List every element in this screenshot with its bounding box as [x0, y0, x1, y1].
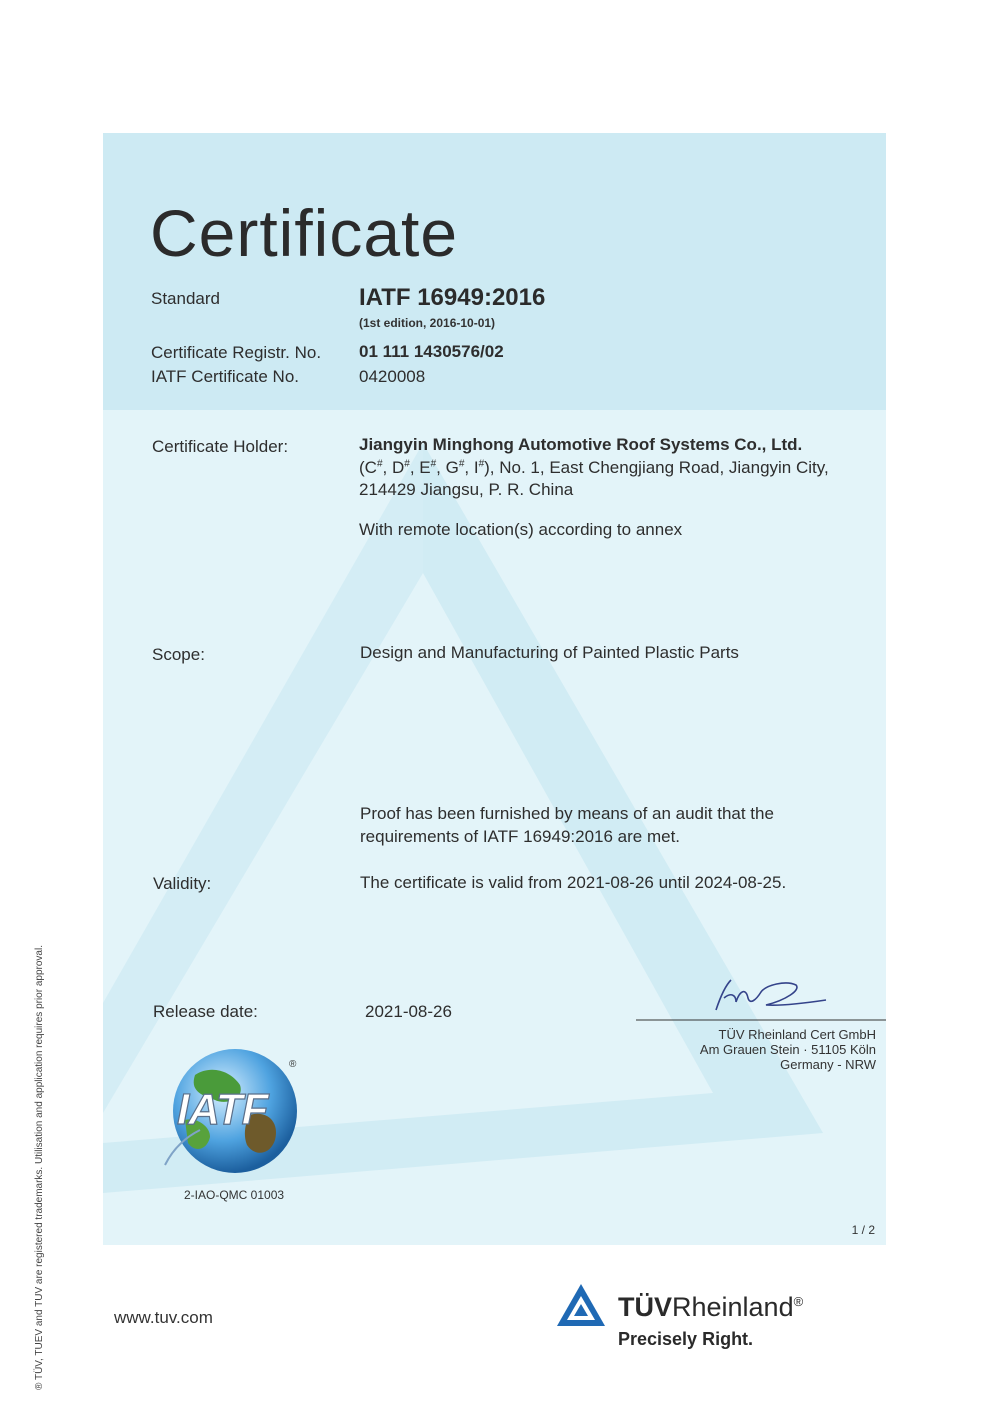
validity-value: The certificate is valid from 2021-08-26 until 2024-08-25. — [360, 873, 787, 892]
standard-value: IATF 16949:2016 — [359, 284, 546, 311]
certificate-title: Certificate — [150, 196, 459, 270]
brand-name: TÜVRheinland® — [618, 1292, 804, 1322]
holder-address-line2: 214429 Jiangsu, P. R. China — [359, 480, 574, 499]
release-value: 2021-08-26 — [365, 1002, 452, 1021]
iatf-logo — [155, 1045, 305, 1175]
release-label: Release date: — [153, 1002, 258, 1021]
iatf-registered-mark: ® — [289, 1059, 297, 1070]
page-number: 1 / 2 — [851, 1223, 875, 1237]
iatf-code: 2-IAO-QMC 01003 — [184, 1188, 285, 1202]
standard-edition: (1st edition, 2016-10-01) — [359, 316, 496, 330]
proof-line1: Proof has been furnished by means of an audit that the — [360, 804, 774, 823]
brand-tagline: Precisely Right. — [618, 1329, 754, 1349]
validity-label: Validity: — [153, 874, 212, 893]
holder-label: Certificate Holder: — [152, 437, 289, 456]
tuv-triangle-logo-icon — [555, 1282, 607, 1328]
registr-value: 01 111 1430576/02 — [359, 342, 504, 361]
issuer-street: Am Grauen Stein · 51105 Köln — [699, 1042, 876, 1057]
iatf-no-label: IATF Certificate No. — [151, 367, 299, 386]
standard-label: Standard — [151, 289, 220, 308]
registr-label: Certificate Registr. No. — [151, 343, 322, 362]
issuer-country: Germany - NRW — [780, 1057, 876, 1072]
scope-label: Scope: — [152, 645, 205, 664]
proof-line2: requirements of IATF 16949:2016 are met. — [360, 827, 681, 846]
iatf-no-value: 0420008 — [359, 367, 426, 386]
iatf-logo-text: IATF — [177, 1085, 268, 1134]
scope-value: Design and Manufacturing of Painted Plastic Parts — [360, 643, 739, 662]
signature-icon — [636, 970, 886, 1025]
holder-address-line1: (C#, D#, E#, G#, I#), No. 1, East Chengjiang Road, Jiangyin City, — [359, 458, 829, 477]
holder-remote-note: With remote location(s) according to annex — [359, 520, 683, 539]
issuer-name: TÜV Rheinland Cert GmbH — [718, 1027, 876, 1042]
holder-name: Jiangyin Minghong Automotive Roof Systems Co., Ltd. — [359, 435, 803, 454]
trademark-side-note: ® TÜV, TUEV and TUV are registered trademarks. Utilisation and application requires prior approval. — [34, 945, 45, 1390]
website-link[interactable]: www.tuv.com — [114, 1308, 213, 1327]
